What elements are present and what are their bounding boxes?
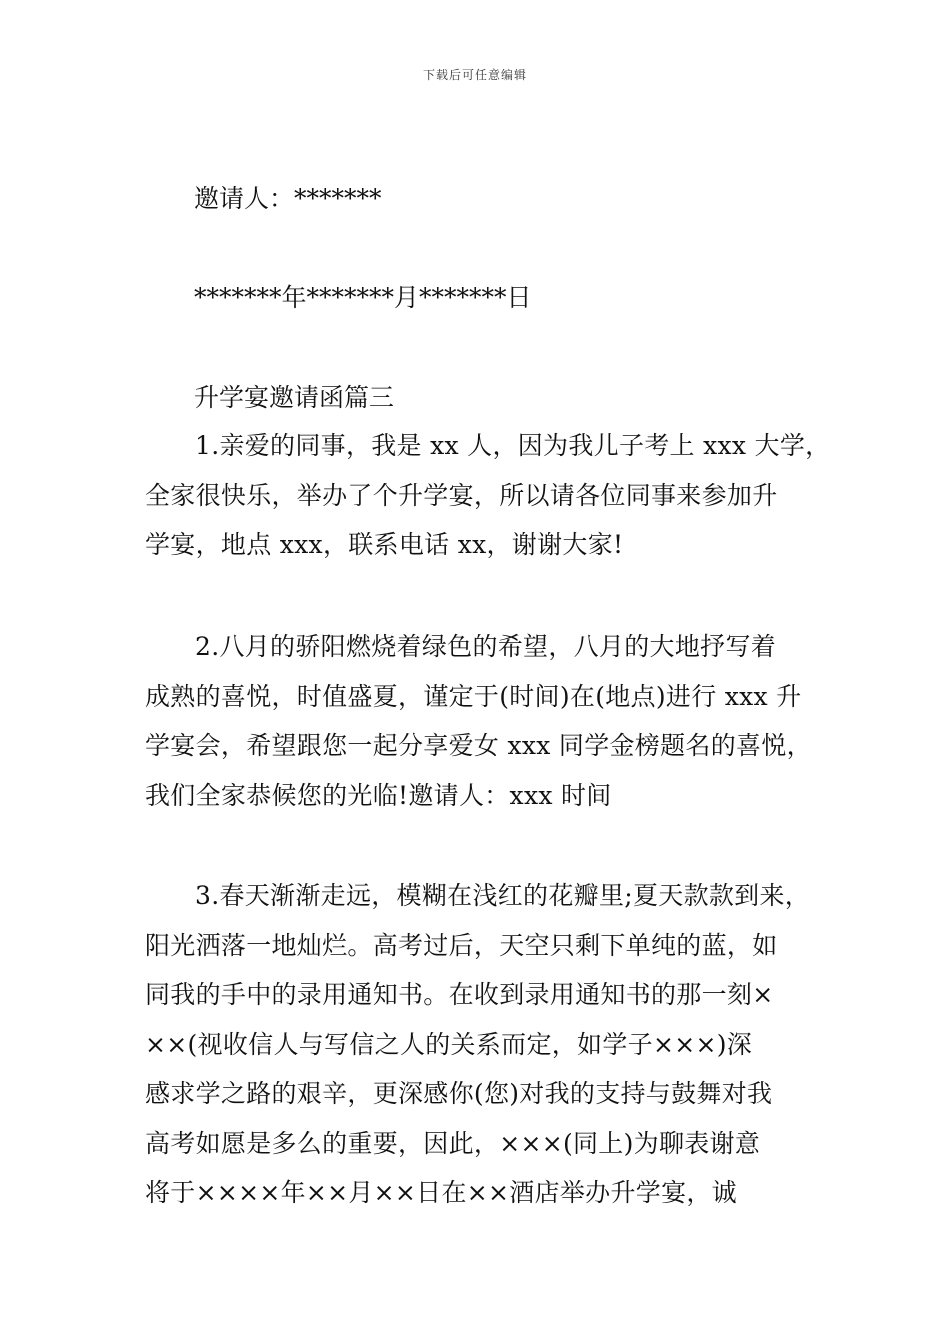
inviter-line: 邀请人：*******	[194, 184, 382, 213]
paragraph-3	[145, 871, 845, 1218]
paragraph-2	[145, 622, 845, 820]
paragraph-line: ××(视收信人与写信之人的关系而定，如学子×××)深	[145, 1029, 753, 1059]
paragraph-line: 阳光洒落一地灿烂。高考过后，天空只剩下单纯的蓝，如	[145, 930, 778, 960]
paragraph-line: 感求学之路的艰辛，更深感你(您)对我的支持与鼓舞对我	[145, 1079, 773, 1108]
paragraph-1	[145, 421, 845, 570]
paragraph-line: 3.春天渐渐走远，模糊在浅红的花瓣里;夏天款款到来，	[195, 881, 811, 910]
paragraph-line: 1.亲爱的同事，我是 xx 人，因为我儿子考上 xxx 大学，	[195, 431, 831, 460]
paragraph-line: 学宴会，希望跟您一起分享爱女 xxx 同学金榜题名的喜悦，	[145, 731, 812, 760]
paragraph-line: 全家很快乐，举办了个升学宴，所以请各位同事来参加升	[145, 480, 778, 510]
header-note: 下载后可任意编辑	[422, 68, 527, 82]
date-line: *******年*******月*******日	[194, 283, 532, 312]
paragraph-line: 我们全家恭候您的光临!邀请人：xxx 时间	[145, 780, 612, 810]
paragraph-line: 学宴，地点 xxx，联系电话 xx，谢谢大家!	[145, 530, 624, 559]
paragraph-line: 2.八月的骄阳燃烧着绿色的希望，八月的大地抒写着	[195, 632, 777, 661]
paragraph-line: 同我的手中的录用通知书。在收到录用通知书的那一刻×	[145, 980, 774, 1009]
paragraph-line: 高考如愿是多么的重要，因此，×××(同上)为聊表谢意	[145, 1128, 761, 1158]
paragraph-line: 成熟的喜悦，时值盛夏，谨定于(时间)在(地点)进行 xxx 升	[145, 681, 802, 711]
section-title: 升学宴邀请函篇三	[194, 383, 395, 412]
paragraph-line: 将于××××年××月××日在××酒店举办升学宴，诚	[145, 1178, 737, 1207]
